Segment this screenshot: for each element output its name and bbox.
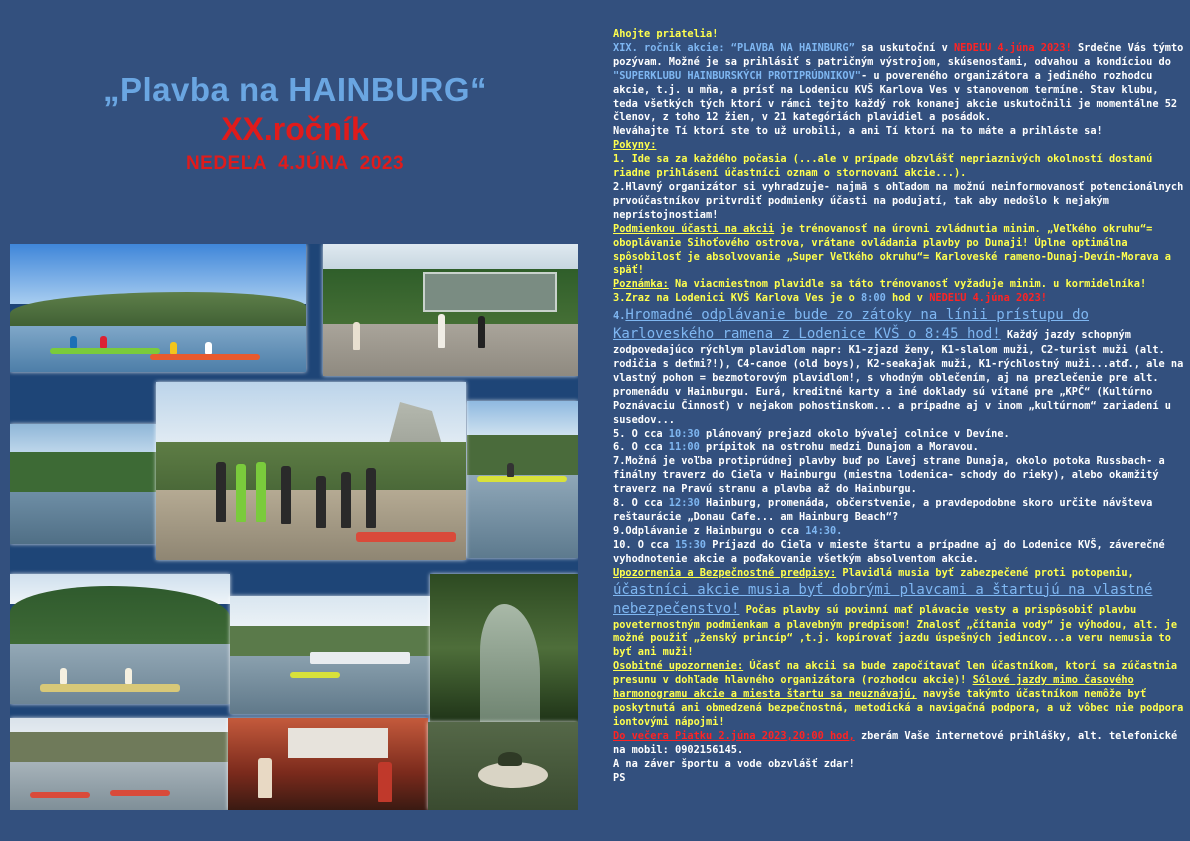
club-name: "SUPERKLUBU HAINBURSKÝCH PROTIPRÚDNIKOV" [613, 69, 861, 82]
event-date: NEDEĽA 4.JÚNA 2023 [185, 153, 405, 174]
signature: PS [613, 771, 626, 784]
instructions-heading: Pokyny: [613, 139, 657, 152]
special-notice: Osobitné upozornenie: Účasť na akcii sa bude započítavať len účastníkom, ktorí sa zúčastnia presunu v dohľade hlavného organizátora (rozhodcu akcie)! Sólové jazdy mimo časového harmonogramu akcie a miesta štartu sa neuznávajú, navyše takýmto účastníkom nemôže byť poskytnutá ani obmedzená bezpečnostná, metodická a navigačná podpora, a už vôbec nie podpora iontovými nápojmi! [613, 660, 1184, 728]
instruction-item-10: 10. O cca 15:30 Príjazd do Cieľa v mieste štartu a prípadne aj do Lodenice KVŠ, záverečné vyhodnotenie akcie a poďakovanie všetkým absolventom akcie. [613, 538, 1165, 565]
photo-canoe-castle [10, 574, 230, 704]
photo-river-shore [10, 424, 156, 544]
photo-kayakers-rock [10, 718, 228, 810]
participation-condition: Podmienkou účasti na akcii je trénovanosť na úrovni zvládnutia minim. „Veľkého okruhu“= oboplávanie Sihoťového ostrova, vrátane ovládania plavby po Dunaji! Úplne optimálna spôsobilosť je absolvovanie „Super Veľkého okruhu“= Karloveské rameno-Dunaj-Devín-Morava a späť! [613, 222, 1171, 277]
poster-header [40, 70, 550, 178]
registration-deadline: Do večera Piatku 2.júna 2023,20:00 hod, zberám Vaše internetové prihlášky, alt. telefonické na mobil: 0902156145. [613, 729, 1178, 756]
note: Poznámka: Na viacmiestnom plavidle sa táto trénovanosť vyžaduje minim. u kormidelníka! [613, 278, 1147, 291]
photo-kayak-woman [467, 401, 578, 558]
instruction-item-9: 9.Odplávanie z Hainburgu o cca 14:30. [613, 524, 843, 537]
instruction-item-6: 6. O cca 11:00 prípitok na ostrohu medzi Dunajom a Moravou. [613, 441, 979, 454]
instruction-item-4: 4.Hromadné odplávanie bude zo zátoky na línii prístupu do Karloveského ramena z Lodenice KVŠ o 8:45 hod! Každý jazdy schopným zodpovedajúco rýchlym plavidlom napr: K1-zjazd ženy, K1-slalom muži, C2-turist muži (alt. rodičia s deťmi?!), C4-canoe (old boys), K2-seakajak muži, K1-rýchlostný muži...atď., ale na vlastný pohon = bezmotorovým plavidlom!, s vhodným oblečením, aj na prezlečenie pre alt. promenádu v Hainburgu. Eurá, kreditné karty a iné doklady sú vítané pre „KPČ“ (Kultúrno Poznávaciu Činnosť) v nejakom pohostinskom... a prípadne aj v inom „kultúrnom“ zariadení u susedov... [613, 307, 1184, 426]
photo-group-paddlers [156, 382, 466, 560]
departure-highlight: Hromadné odplávanie bude zo zátoky na línii prístupu do Karloveského ramena z Lodenice KVŠ o 8:45 hod! [613, 307, 1089, 343]
instruction-item-7: 7.Možná je voľba protiprúdnej plavby buď po Ľavej strane Dunaja, okolo potoka Russbach- a finálny traverz do Cieľa v Hainburgu (miestna lodenica- schody do rieky), alebo okamžitý traverz na Pravú stranu a plavba až do Hainburgu. [613, 455, 1165, 496]
intro-paragraph: XIX. ročník akcie: “PLAVBA NA HAINBURG” sa uskutoční v NEDEĽU 4.júna 2023! Srdečne Vás týmto pozývam. Možné je sa prihlásiť s patričným výstrojom, skúsenosťami, odvahou a kondíciou do "SUPERKLUBU HAINBURSKÝCH PROTIPRÚDNIKOV"- u povereného organizátora a jediného rozhodcu akcie, t.j. u mňa, a prísť na Lodenicu KVŠ Karlova Ves v stanovenom termíne. Stav klubu, teda všetkých tých ktorí v rámci tejto každý rok konanej akcie uskutočnili je momentálne 52 členov, z toho 12 žien, v 21 kategóriách plavidiel a posádok. [613, 41, 1184, 124]
photo-boathouse [323, 244, 578, 376]
photo-trees-river [430, 574, 578, 722]
invitation-letter [613, 28, 1185, 785]
photo-turtle [428, 722, 578, 810]
closing-line: A na záver športu a vode obzvlášť zdar! [613, 757, 855, 770]
instruction-item-3: 3.Zraz na Lodenici KVŠ Karlova Ves je o 8:00 hod v NEDEĽU 4.júna 2023! [613, 292, 1047, 305]
photo-canoes-group [10, 244, 306, 372]
instruction-item-5: 5. O cca 10:30 plánovaný prejazd okolo bývalej colnice v Devíne. [613, 427, 1010, 440]
safety-section: Upozornenia a Bezpečnostné predpisy: Plavidlá musia byť zabezpečené proti potopeniu, účastníci akcie musia byť dobrými plavcami a štartujú na vlastné nebezpečenstvo! Počas plavby sú povinní mať plávacie vesty a prispôsobiť plavbu poveternostným podmienkam a plavebným predpisom! Znalosť „čítania vody“ je výhodou, alt. je možné použiť „ženský princíp“ ,t.j. kopírovať jazdu úspešných jedincov...a veru nemusia to byť ani muži! [613, 566, 1178, 659]
instruction-item-1: 1. Ide sa za každého počasia (...ale v prípade obzvlášť nepriaznivých okolností dostanú riadne prihlásení účastníci oznam o stornovaní akcie...). [613, 153, 1153, 180]
safety-highlight: účastníci akcie musia byť dobrými plavcami a štartujú na vlastné nebezpečenstvo! [613, 581, 1153, 617]
event-title: „Plavba na HAINBURG“ [102, 71, 488, 108]
photo-collage [10, 244, 578, 810]
edition-label: XX.ročník [221, 111, 369, 147]
intro-date: NEDEĽU 4.júna 2023! [953, 41, 1072, 54]
photo-river-ship [230, 596, 430, 714]
photo-restaurant [228, 718, 428, 810]
intro-event-name: XIX. ročník akcie: “PLAVBA NA HAINBURG” [613, 41, 855, 54]
intro-call: Neváhajte Tí ktorí ste to už urobili, a ani Tí ktorí na to máte a prihláste sa! [613, 125, 1103, 138]
instruction-item-8: 8. O cca 12:30 Hainburg, promenáda, občerstvenie, a pravdepodobne skoro určite návšteva reštaurácie „Donau Cafe... am Hainburg Beach“? [613, 497, 1153, 523]
instruction-item-2: 2.Hlavný organizátor si vyhradzuje- najmä s ohľadom na možnú neinformovanosť potencionálnych prvoúčastníkov pritvrdiť podmienky účasti na podujatí, tak aby nedošlo k nejakým neprístojnostiam! [613, 180, 1184, 221]
greeting: Ahojte priatelia! [613, 28, 719, 40]
